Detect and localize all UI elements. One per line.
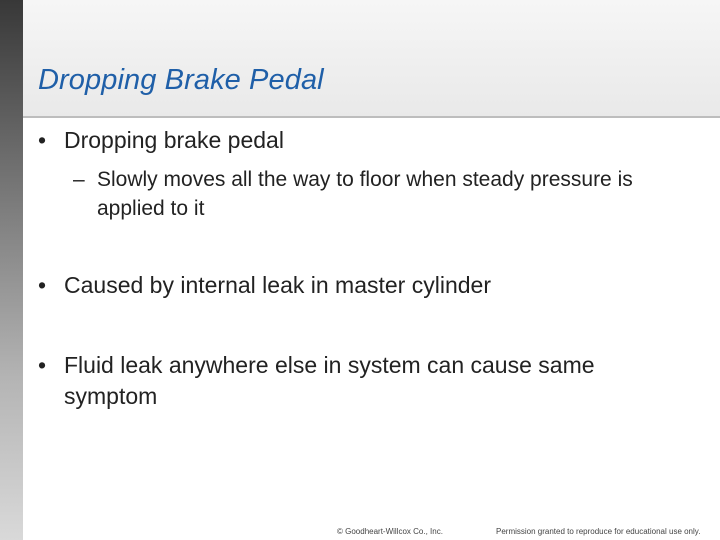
- bullet-text: Dropping brake pedal: [64, 127, 284, 153]
- title-band: [23, 0, 720, 118]
- bullet-mark: •: [38, 352, 47, 378]
- sub-bullet-mark: –: [73, 168, 85, 191]
- bullet-item-2: [38, 270, 678, 301]
- footer-copyright: © Goodheart-Willcox Co., Inc.: [337, 527, 443, 536]
- bullet-mark: •: [38, 272, 47, 298]
- bullet-mark: •: [38, 127, 47, 153]
- left-decorative-bar: [0, 0, 23, 540]
- slide-title: Dropping Brake Pedal: [38, 64, 324, 96]
- bullet-text: Fluid leak anywhere else in system can cause same symptom: [64, 352, 595, 409]
- bullet-item-3: [38, 350, 658, 412]
- sub-bullet-item-1: [73, 165, 653, 223]
- sub-bullet-text: Slowly moves all the way to floor when steady pressure is applied to it: [97, 168, 633, 220]
- footer-permission: Permission granted to reproduce for educational use only.: [496, 527, 701, 536]
- bullet-text: Caused by internal leak in master cylinder: [64, 272, 491, 298]
- bullet-item-1: [38, 125, 678, 156]
